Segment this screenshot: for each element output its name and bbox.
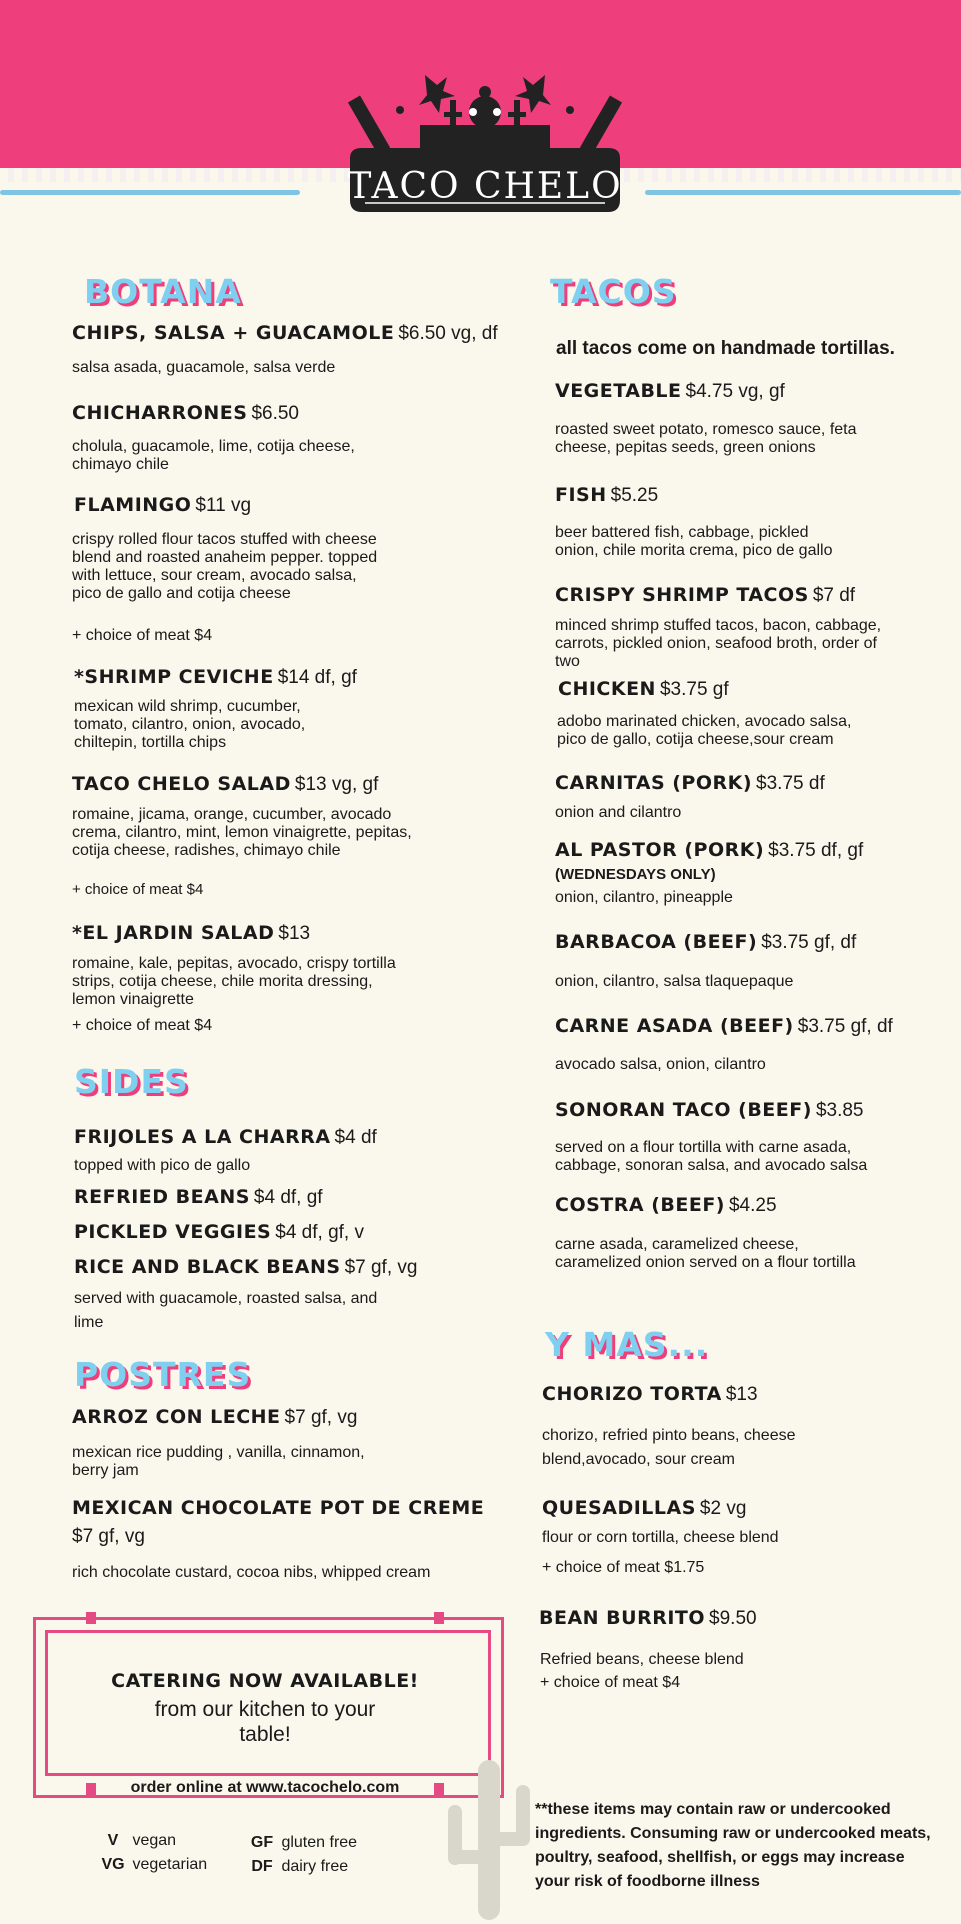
item-desc: minced shrimp stuffed tacos, bacon, cabbage, carrots, pickled onion, seafood broth, order of two bbox=[555, 617, 882, 670]
menu-item: RICE AND BLACK BEANS $7 gf, vg bbox=[74, 1256, 418, 1278]
section-title-y-mas: Y MAS... bbox=[545, 1325, 709, 1364]
item-price: $7 gf, vg bbox=[72, 1526, 145, 1547]
menu-item: CHICHARRONES $6.50 bbox=[72, 402, 299, 424]
section-title-postres: POSTRES bbox=[74, 1355, 252, 1394]
divider-left bbox=[0, 190, 300, 195]
legend-vegan: V vegan bbox=[107, 1832, 177, 1849]
menu-item: BARBACOA (BEEF) $3.75 gf, df bbox=[555, 931, 857, 953]
section-title-botana: BOTANA bbox=[84, 272, 242, 311]
raw-food-warning: **these items may contain raw or undercooked ingredients. Consuming raw or undercooked meats, poultry, seafood, shellfish, or eggs may increase your risk of foodborne illness bbox=[535, 1801, 931, 1890]
item-desc: cholula, guacamole, lime, cotija cheese, chimayo chile bbox=[72, 438, 355, 473]
item-desc: adobo marinated chicken, avocado salsa, pico de gallo, cotija cheese,sour cream bbox=[557, 713, 852, 748]
menu-item: FISH $5.25 bbox=[555, 484, 659, 506]
order-online-link[interactable]: order online at www.tacochelo.com bbox=[130, 1779, 400, 1796]
item-desc: onion, cilantro, salsa tlaquepaque bbox=[555, 973, 794, 990]
menu-item: AL PASTOR (PORK) $3.75 df, gf bbox=[555, 839, 864, 861]
item-desc: onion, cilantro, pineapple bbox=[555, 889, 733, 906]
item-desc: chorizo, refried pinto beans, cheese blend,avocado, sour cream bbox=[542, 1427, 796, 1468]
menu-item: ARROZ CON LECHE $7 gf, vg bbox=[72, 1406, 358, 1428]
item-desc: Refried beans, cheese blend + choice of meat $4 bbox=[540, 1651, 744, 1691]
item-desc: mexican rice pudding , vanilla, cinnamon, berry jam bbox=[72, 1444, 365, 1479]
menu-item: FLAMINGO $11 vg bbox=[74, 494, 252, 516]
menu-item: CARNITAS (PORK) $3.75 df bbox=[555, 772, 825, 794]
item-note: + choice of meat $4 bbox=[72, 627, 213, 644]
taco-chelo-logo bbox=[340, 70, 630, 225]
item-subnote: (WEDNESDAYS ONLY) bbox=[555, 866, 716, 883]
item-desc: flour or corn tortilla, cheese blend bbox=[542, 1529, 779, 1546]
menu-item: TACO CHELO SALAD $13 vg, gf bbox=[72, 773, 379, 795]
item-note: + choice of meat $1.75 bbox=[542, 1559, 705, 1576]
logo-text: TACO CHELO bbox=[347, 166, 623, 207]
divider-right bbox=[645, 190, 961, 195]
item-desc: romaine, kale, pepitas, avocado, crispy tortilla strips, cotija cheese, chile morita dressing, lemon vinaigrette bbox=[72, 955, 396, 1008]
legend-gluten-free: GF gluten free bbox=[250, 1834, 358, 1851]
menu-item: MEXICAN CHOCOLATE POT DE CREME bbox=[72, 1497, 485, 1519]
menu-item: FRIJOLES A LA CHARRA $4 df bbox=[74, 1126, 377, 1148]
item-desc: crispy rolled flour tacos stuffed with cheese blend and roasted anaheim pepper. topped with lettuce, sour cream, avocado salsa, pico de gallo and cotija cheese bbox=[72, 531, 378, 602]
section-title-sides: SIDES bbox=[74, 1062, 189, 1101]
item-desc: served on a flour tortilla with carne asada, cabbage, sonoran salsa, and avocado salsa bbox=[555, 1139, 868, 1174]
menu-item: PICKLED VEGGIES $4 df, gf, v bbox=[74, 1221, 364, 1243]
item-note: + choice of meat $4 bbox=[72, 1017, 213, 1034]
catering-subtitle: from our kitchen to your table! bbox=[154, 1698, 376, 1746]
item-desc: onion and cilantro bbox=[555, 804, 682, 821]
menu-item: BEAN BURRITO $9.50 bbox=[539, 1607, 757, 1629]
item-desc: beer battered fish, cabbage, pickled onion, chile morita crema, pico de gallo bbox=[555, 524, 833, 559]
menu-item: COSTRA (BEEF) $4.25 bbox=[555, 1194, 777, 1216]
item-desc: served with guacamole, roasted salsa, and lime bbox=[74, 1290, 378, 1331]
frame-corner bbox=[86, 1612, 96, 1624]
item-desc: topped with pico de gallo bbox=[74, 1157, 251, 1174]
item-note: + choice of meat $4 bbox=[72, 881, 204, 898]
cactus-icon bbox=[440, 1750, 540, 1920]
menu-item: CHIPS, SALSA + GUACAMOLE $6.50 vg, df bbox=[72, 322, 498, 344]
section-title-tacos: TACOS bbox=[550, 272, 677, 311]
item-desc: roasted sweet potato, romesco sauce, feta cheese, pepitas seeds, green onions bbox=[555, 421, 857, 456]
menu-item: CARNE ASADA (BEEF) $3.75 gf, df bbox=[555, 1015, 893, 1037]
item-desc: romaine, jicama, orange, cucumber, avocado crema, cilantro, mint, lemon vinaigrette, pepitas, cotija cheese, radishes, chimayo chile bbox=[72, 806, 412, 859]
menu-item: QUESADILLAS $2 vg bbox=[542, 1497, 747, 1519]
item-desc: carne asada, caramelized cheese, caramelized onion served on a flour tortilla bbox=[555, 1236, 856, 1271]
menu-item: *SHRIMP CEVICHE $14 df, gf bbox=[74, 666, 357, 688]
menu-item: CHORIZO TORTA $13 bbox=[542, 1383, 758, 1405]
frame-corner bbox=[434, 1612, 444, 1624]
catering-title: CATERING NOW AVAILABLE! bbox=[111, 1670, 419, 1692]
menu-item: SONORAN TACO (BEEF) $3.85 bbox=[555, 1099, 864, 1121]
menu-item: CRISPY SHRIMP TACOS $7 df bbox=[555, 584, 856, 606]
tacos-intro: all tacos come on handmade tortillas. bbox=[556, 338, 895, 359]
item-desc: mexican wild shrimp, cucumber, tomato, cilantro, onion, avocado, chiltepin, tortilla chips bbox=[74, 698, 306, 751]
item-desc: salsa asada, guacamole, salsa verde bbox=[72, 359, 336, 376]
menu-item: *EL JARDIN SALAD $13 bbox=[72, 922, 311, 944]
legend-vegetarian: VG vegetarian bbox=[101, 1856, 208, 1873]
menu-item: VEGETABLE $4.75 vg, gf bbox=[555, 380, 785, 402]
item-desc: rich chocolate custard, cocoa nibs, whipped cream bbox=[72, 1564, 431, 1581]
menu-item: CHICKEN $3.75 gf bbox=[558, 678, 729, 700]
legend-dairy-free: DF dairy free bbox=[251, 1858, 349, 1875]
menu-item: REFRIED BEANS $4 df, gf bbox=[74, 1186, 323, 1208]
item-desc: avocado salsa, onion, cilantro bbox=[555, 1056, 766, 1073]
